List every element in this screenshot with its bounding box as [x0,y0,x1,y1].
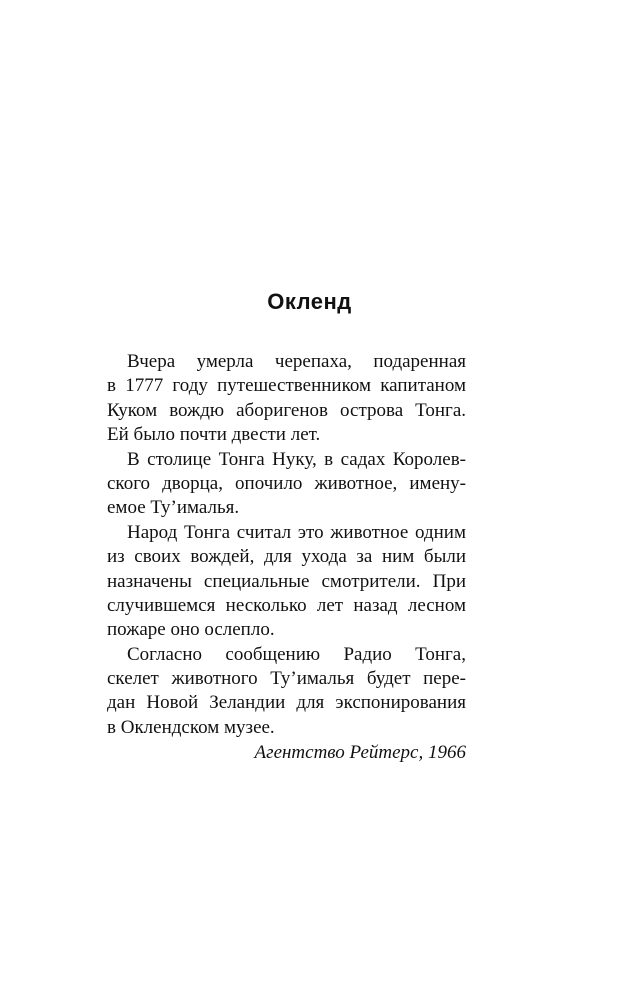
article-body [107,350,466,766]
text-line: Согласно сообщению Радио Тонга, [127,643,466,665]
text-line: Ей было почти двести лет. [107,424,321,446]
page-title: Окленд [267,289,352,314]
text-line: емое Ту’ималья. [107,497,240,519]
text-line: скелет животного Ту’ималья будет пере- [107,668,466,690]
text-line: дан Новой Зеландии для экспонирования [107,692,466,714]
paragraph [107,521,466,643]
paragraph [107,350,466,448]
paragraph [107,448,466,521]
text-line: ского дворца, опочило животное, имену- [107,472,466,494]
text-line: Народ Тонга считал это животное одним [127,521,466,543]
text-line: Вчера умерла черепаха, подаренная [127,351,466,372]
text-line: случившемся несколько лет назад лесном [107,594,466,616]
text-line: В столице Тонга Нуку, в садах Королев- [127,448,466,470]
paragraph [107,643,466,741]
text-line: в Оклендском музее. [107,716,275,738]
source-attribution: Агентство Рейтерс, 1966 [254,742,466,764]
text-line: в 1777 году путешественником капитаном [107,375,466,397]
text-line: из своих вождей, для ухода за ним были [107,546,466,568]
text-line: пожаре оно ослепло. [107,619,275,641]
text-line: назначены специальные смотрители. При [107,570,466,592]
text-line: Куком вождю аборигенов острова Тонга. [107,399,466,421]
